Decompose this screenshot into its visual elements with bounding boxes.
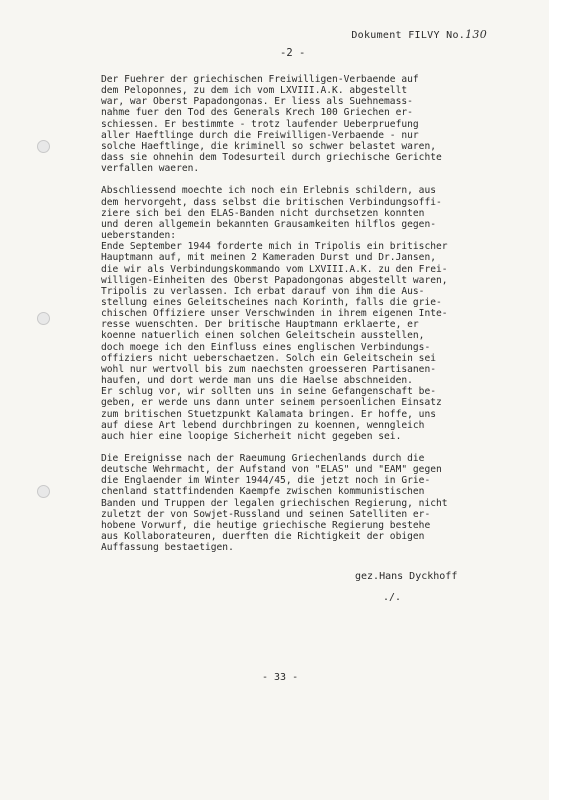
page-edge — [549, 0, 567, 800]
document-number: 130 — [465, 28, 487, 41]
paragraph — [101, 74, 491, 174]
text-line: aller Haeftlinge durch die Freiwilligen-Verbaende - nur — [101, 129, 419, 141]
text-line: Banden und Truppen der legalen griechischen Regierung, nicht — [101, 497, 448, 509]
page-number-bottom: - 33 - — [262, 672, 299, 683]
text-line: willigen-Einheiten des Oberst Papadongonas abgestellt waren, — [101, 274, 448, 286]
document-body — [101, 74, 491, 564]
text-line: zum britischen Stuetzpunkt Kalamata bringen. Er hoffe, uns — [101, 408, 437, 420]
punch-hole — [37, 485, 50, 498]
signature: gez.Hans Dyckhoff — [355, 571, 458, 582]
text-line: chenland stattfindenden Kaempfe zwischen kommunistischen — [101, 486, 425, 498]
page-number-top: -2 - — [280, 47, 306, 59]
signature-mark: ./. — [383, 592, 402, 603]
text-line: ueberstanden: — [101, 230, 177, 242]
text-line: deutsche Wehrmacht, der Aufstand von "ELAS" und "EAM" gegen — [101, 464, 442, 476]
text-line: resse wuenschten. Der britische Hauptmann erklaerte, er — [101, 319, 419, 331]
text-line: Abschliessend moechte ich noch ein Erlebnis schildern, aus — [101, 185, 437, 197]
text-line: geben, er werde uns dann unter seinem persoenlichen Einsatz — [101, 397, 442, 409]
document-header — [351, 28, 487, 41]
text-line: Der Fuehrer der griechischen Freiwilligen-Verbaende auf — [101, 74, 419, 85]
text-line: Ende September 1944 forderte mich in Tripolis ein britischer — [101, 241, 448, 253]
punch-hole — [37, 312, 50, 325]
text-line: wohl nur wertvoll bis zum naechsten groesseren Partisanen- — [101, 363, 437, 375]
text-line: Er schlug vor, wir sollten uns in seine Gefangenschaft be- — [101, 386, 437, 398]
text-line: Hauptmann auf, mit meinen 2 Kameraden Durst und Dr.Jansen, — [101, 252, 437, 264]
text-line: verfallen waeren. — [101, 163, 200, 175]
text-line: auf diese Art lebend durchbringen zu koennen, wenngleich — [101, 419, 425, 431]
text-line: die wir als Verbindungskommando vom LXVIII.A.K. zu den Frei- — [101, 263, 448, 275]
paragraph — [101, 185, 491, 442]
text-line: und deren allgemein bekannten Grausamkeiten hilflos gegen- — [101, 218, 437, 230]
text-line: ziere sich bei den ELAS-Banden nicht durchsetzen konnten — [101, 207, 425, 219]
text-line: auch hier eine loopige Sicherheit nicht gegeben sei. — [101, 430, 402, 442]
document-label: Dokument FILVY No. — [351, 30, 466, 41]
text-line: die Englaender im Winter 1944/45, die jetzt noch in Grie- — [101, 475, 431, 487]
text-line: offiziers nicht ueberschaetzen. Solch ein Geleitschein sei — [101, 352, 437, 364]
text-line: aus Kollaborateuren, duerften die Richtigkeit der obigen — [101, 531, 425, 543]
text-line: solche Haeftlinge, die kriminell so schwer belastet waren, — [101, 140, 437, 152]
text-line: haufen, und dort werde man uns die Haelse abschneiden. — [101, 375, 413, 387]
text-line: zuletzt der von Sowjet-Russland und seinen Satelliten er- — [101, 508, 431, 520]
text-line: Die Ereignisse nach der Raeumung Griechenlands durch die — [101, 453, 425, 464]
text-line: war, war Oberst Papadongonas. Er liess als Suehnemass- — [101, 96, 413, 108]
text-line: Auffassung bestaetigen. — [101, 542, 234, 554]
text-line: dem hervorgeht, dass selbst die britischen Verbindungsoffi- — [101, 196, 442, 208]
text-line: dem Peloponnes, zu dem ich vom LXVIII.A.K. abgestellt — [101, 85, 408, 97]
punch-hole — [37, 140, 50, 153]
text-line: doch moege ich den Einfluss eines englischen Verbindungs- — [101, 341, 431, 353]
text-line: schiessen. Er bestimmte - trotz laufender Ueberpruefung — [101, 118, 419, 130]
paragraph — [101, 453, 491, 553]
text-line: dass sie ohnehin dem Todesurteil durch griechische Gerichte — [101, 152, 442, 164]
text-line: Tripolis zu verlassen. Ich erbat darauf von ihm die Aus- — [101, 285, 425, 297]
text-line: chischen Offiziere unser Verschwinden in ihrem eigenen Inte- — [101, 308, 448, 320]
text-line: stellung eines Geleitscheines nach Korinth, falls die grie- — [101, 296, 442, 308]
text-line: hobene Vorwurf, die heutige griechische Regierung bestehe — [101, 519, 431, 531]
text-line: nahme fuer den Tod des Generals Krech 100 Griechen er- — [101, 107, 413, 119]
text-line: koenne natuerlich einen solchen Geleitschein ausstellen, — [101, 330, 425, 342]
